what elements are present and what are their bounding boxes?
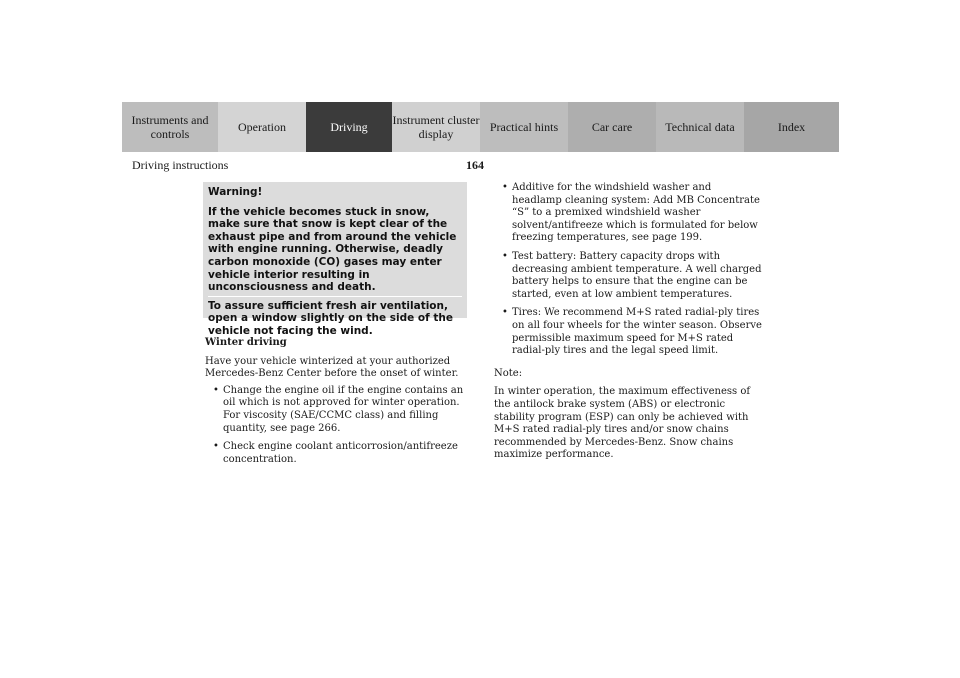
warning-box (203, 182, 467, 337)
right-column (494, 182, 764, 462)
bullet-icon: • (213, 441, 219, 453)
winter-checklist-left (205, 385, 473, 467)
tab-index[interactable]: Index (744, 102, 839, 152)
section-tab-bar (122, 102, 839, 152)
winter-driving-heading: Winter driving (205, 337, 287, 348)
tab-technical-data[interactable]: Technical data (656, 102, 744, 152)
note-text: In winter operation, the maximum effectiveness of the antilock brake system (ABS) or electronic stability program (ESP) can only be achieved with M+S rated radial-ply tires and/or snow chains recommended by Mercedes-Benz. Snow chains maximize performance. (494, 386, 751, 461)
bullet-icon: • (502, 307, 508, 319)
list-item-text: Check engine coolant anticorrosion/antifreeze concentration. (223, 441, 458, 465)
list-item-text: Test battery: Battery capacity drops with decreasing ambient temperature. A well charged battery helps to ensure that the engine can be started, even at low ambient temperatures. (512, 250, 762, 300)
page-number: 164 (466, 158, 484, 172)
list-item-text: Tires: We recommend M+S rated radial-ply tires on all four wheels for the winter season. Observe permissible maximum speed for M+S rated radial-ply tires and the legal speed limit. (512, 307, 762, 357)
list-item (205, 441, 473, 466)
tab-operation[interactable]: Operation (218, 102, 306, 152)
left-column (205, 337, 473, 472)
warning-title: Warning! (208, 186, 263, 198)
section-title: Driving instructions (132, 158, 229, 172)
warning-paragraph-co: If the vehicle becomes stuck in snow, make sure that snow is kept clear of the exhaust pipe and from around the vehicle with engine running. Otherwise, deadly carbon monoxide (CO) gases may enter vehicle interior resulting in unconsciousness and death. (208, 206, 462, 297)
warning-paragraph-ventilation: To assure sufficient fresh air ventilation, open a window slightly on the side of the vehicle not facing the wind. (208, 299, 453, 337)
tab-instruments-and-controls[interactable]: Instruments and controls (122, 102, 218, 152)
list-item (494, 251, 764, 301)
list-item (205, 385, 473, 435)
winter-checklist-right (494, 182, 764, 358)
list-item-text: Additive for the windshield washer and headlamp cleaning system: Add MB Concentrate “S” to a premixed windshield washer solvent/antifreeze which is formulated for below freezing temperatures, see page 199. (512, 182, 760, 244)
tab-practical-hints[interactable]: Practical hints (480, 102, 568, 152)
tab-car-care[interactable]: Car care (568, 102, 656, 152)
bullet-icon: • (502, 182, 508, 193)
tab-driving[interactable]: Driving (306, 102, 392, 152)
list-item (494, 307, 764, 357)
tab-instrument-cluster-display[interactable]: Instrument cluster display (392, 102, 480, 152)
bullet-icon: • (502, 250, 508, 262)
list-item (494, 182, 764, 245)
bullet-icon: • (213, 384, 219, 396)
list-item-text: Change the engine oil if the engine contains an oil which is not approved for winter operation. For viscosity (SAE/CCMC class) and filling quantity, see page 266. (223, 384, 464, 434)
note-label: Note: (494, 367, 523, 379)
winter-intro: Have your vehicle winterized at your authorized Mercedes-Benz Center before the onset of winter. (205, 355, 459, 380)
